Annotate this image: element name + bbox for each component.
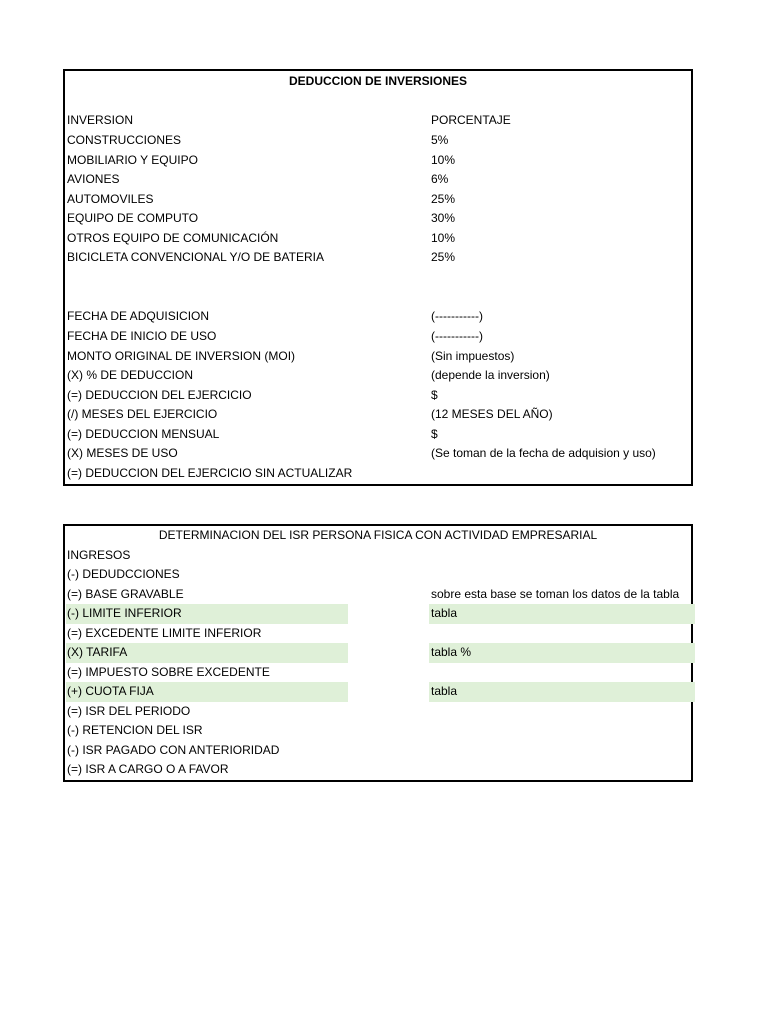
calculo-value: (-----------) [431,309,483,323]
inversion-percent: 10% [431,230,456,245]
isr-value: sobre esta base se toman los datos de la tabla [431,586,680,601]
isr-value [429,663,695,683]
isr-row [65,565,691,585]
inversion-row [65,229,691,249]
inversion-percent: 30% [431,211,456,225]
header-porcentaje: PORCENTAJE [431,113,511,127]
header-inversion: INVERSION [67,113,134,127]
calculo-label: (X) % DE DEDUCCION [67,368,194,382]
inversion-row [65,209,691,229]
isr-row [65,721,691,741]
isr-label: (=) ISR DEL PERIODO [67,703,191,718]
calculo-value: (-----------) [431,329,483,343]
isr-label: (X) TARIFA [66,643,348,663]
isr-row [65,624,691,644]
calculo-row [65,327,691,347]
inversion-percent: 10% [431,152,456,167]
inversion-row [65,248,691,268]
isr-row [65,741,691,761]
deduccion-title: DEDUCCION DE INVERSIONES [288,74,468,88]
inversion-percent: 25% [431,191,456,206]
calculo-row [65,307,691,327]
isr-table [63,524,693,782]
isr-row [65,643,691,663]
isr-label: (=) IMPUESTO SOBRE EXCEDENTE [67,664,270,679]
calculo-value: (depende la inversion) [431,368,550,382]
calculo-label: (=) DEDUCCION DEL EJERCICIO SIN ACTUALIZAR [67,465,353,480]
inversion-row [65,131,691,151]
isr-value: tabla [429,604,695,624]
isr-label: (=) BASE GRAVABLE [67,586,184,601]
deduccion-title-row [65,72,691,92]
calculo-value: $ [431,426,438,441]
calculo-label: FECHA DE ADQUISICION [67,309,210,323]
isr-row [65,702,691,722]
isr-row [65,682,691,702]
inversion-label: AVIONES [67,172,120,186]
isr-row [65,760,691,780]
calculo-label: MONTO ORIGINAL DE INVERSION (MOI) [67,348,296,363]
calculo-label: FECHA DE INICIO DE USO [67,329,217,343]
calculo-row [65,464,691,484]
calculo-value: (12 MESES DEL AÑO) [431,407,553,421]
inversion-row [65,170,691,190]
inversion-label: AUTOMOVILES [67,191,154,206]
inversion-label: MOBILIARIO Y EQUIPO [67,152,198,167]
isr-row [65,663,691,683]
isr-row [65,604,691,624]
calculo-label: (/) MESES DEL EJERCICIO [67,407,218,421]
isr-row [65,585,691,605]
calculo-value: (Se toman de la fecha de adquision y uso) [431,446,656,460]
calculo-value: (Sin impuestos) [431,348,515,363]
isr-label: (=) EXCEDENTE LIMITE INFERIOR [67,625,262,640]
isr-label: (-) RETENCION DEL ISR [67,723,203,737]
calculo-value: $ [431,387,438,402]
calculo-row [65,347,691,367]
isr-label: (=) ISR A CARGO O A FAVOR [67,762,229,776]
isr-value [429,624,695,644]
inversion-label: CONSTRUCCIONES [67,133,182,147]
calculo-label: (X) MESES DE USO [67,446,178,460]
calculo-row [65,366,691,386]
isr-value: tabla % [429,643,695,663]
inversion-row [65,151,691,171]
inversion-percent: 6% [431,172,449,186]
isr-value [429,546,695,566]
calculo-row [65,386,691,406]
isr-value [429,721,695,741]
isr-label: (+) CUOTA FIJA [66,682,348,702]
calculo-label: (=) DEDUCCION DEL EJERCICIO [67,387,252,402]
inversion-label: OTROS EQUIPO DE COMUNICACIÓN [67,230,279,245]
isr-value [429,741,695,761]
inversion-row [65,190,691,210]
isr-row [65,546,691,566]
isr-value [429,760,695,780]
isr-label: INGRESOS [67,547,131,562]
isr-label: (-) DEDUDCCIONES [67,567,180,581]
inversion-label: EQUIPO DE COMPUTO [67,211,199,225]
calculo-value [429,464,695,484]
isr-title: DETERMINACION DEL ISR PERSONA FISICA CON ACTIVIDAD EMPRESARIAL [158,528,598,542]
isr-title-row [65,526,691,546]
calculo-row [65,425,691,445]
isr-label: (-) ISR PAGADO CON ANTERIORIDAD [67,742,280,757]
inversion-label: BICICLETA CONVENCIONAL Y/O DE BATERIA [67,250,324,264]
calculo-row [65,444,691,464]
isr-value [429,702,695,722]
isr-label: (-) LIMITE INFERIOR [66,604,348,624]
deduccion-header-row [65,111,691,131]
inversion-percent: 25% [431,250,456,264]
deduccion-inversiones-table [63,69,693,486]
calculo-label: (=) DEDUCCION MENSUAL [67,426,220,441]
inversion-percent: 5% [431,133,449,147]
isr-value: tabla [429,682,695,702]
isr-value [429,565,695,585]
calculo-row [65,405,691,425]
